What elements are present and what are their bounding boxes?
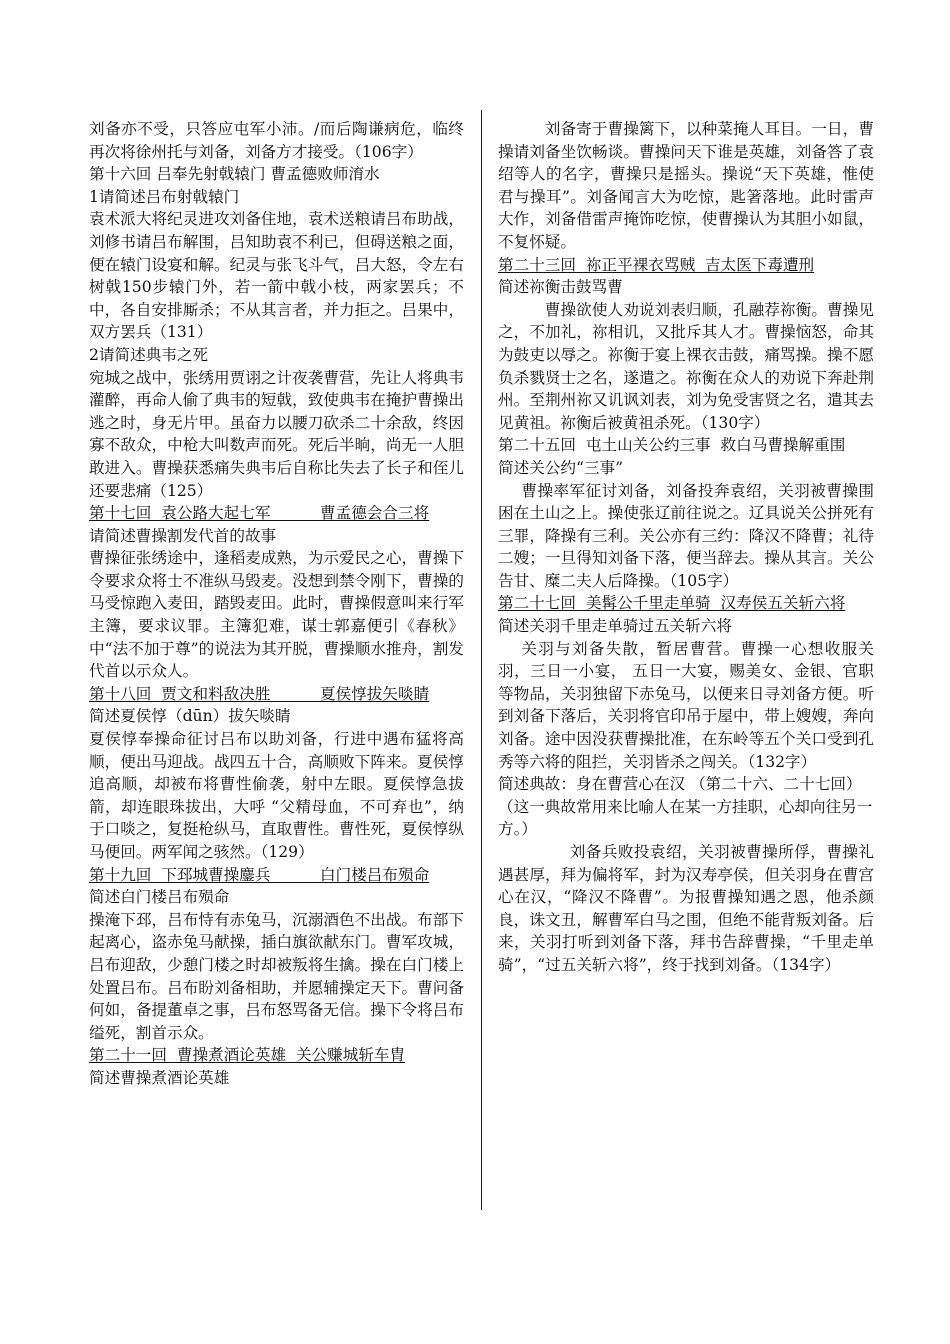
chapter-heading: 第二十一回 曹操煮酒论英雄 关公赚城斩车胄 <box>89 1046 406 1065</box>
chapter-heading: 第二十七回 美髯公千里走单骑 汉寿侯五关斩六将 <box>498 594 846 613</box>
paragraph: 操淹下邳，吕布恃有赤兔马，沉溺酒色不出战。布部下起离心，盗赤兔马献操，插白旗欲献东门。曹军攻城，吕布迎敌，少憩门楼之时却被叛将生擒。操在白门楼上处置吕布。吕布盼刘备相助，并愿辅操定天下。曹问备何如，备提董卓之事，吕布怒骂备无信。操下令将吕布缢死，割首示众。 <box>89 910 464 1042</box>
paragraph: 刘备亦不受，只答应屯军小沛。/而后陶谦病危，临终再次将徐州托与刘备，刘备方才接受。（106字） <box>89 120 464 161</box>
chapter-heading: 第二十五回 屯土山关公约三事 救白马曹操解重围 <box>498 436 846 455</box>
note: （这一典故常用来比喻人在某一方挂职，心却向往另一方。） <box>498 797 873 839</box>
paragraph: 袁术派大将纪灵进攻刘备住地，袁术送粮请吕布助战，刘修书请吕布解围，吕知助袁不利已，但碍送粮之面，便在辕门设宴和解。纪灵与张飞斗气，吕大怒，令左右树戟150步辕门外，若一箭中戟小枝，两家罢兵；不中，各自安排厮杀；不从其言者，并力拒之。吕果中，双方罢兵（131） <box>89 210 464 342</box>
paragraph: 曹操欲使人劝说刘表归顺，孔融荐祢衡。曹操见之，不加礼，祢相讥，又批斥其人才。曹操恼怒，命其为鼓吏以辱之。祢衡于宴上裸衣击鼓，痛骂操。操不愿负杀戮贤士之名，遂遣之。祢衡在众人的劝说下奔赴荆州。至荆州祢又讥讽刘表，刘为免受害贤之名，遣其去见黄祖。祢衡后被黄祖杀死。（130字） <box>498 300 874 432</box>
question-heading: 请简述曹操割发代首的故事 <box>89 526 277 545</box>
paragraph: 刘备兵败投袁绍，关羽被曹操所俘，曹操礼遇甚厚，拜为偏将军，封为汉寿亭侯，但关羽身在曹宫心在汉，“降汉不降曹”。为报曹操知遇之恩，他杀颜良，诛文丑，解曹军白马之围，但绝不能背叛刘备。后来，关羽打听到刘备下落，拜书告辞曹操，“千里走单骑”，“过五关斩六将”，终于找到刘备。（134字） <box>498 843 874 974</box>
question-heading: 2请简述典韦之死 <box>89 345 209 364</box>
question-heading: 简述曹操煮酒论英雄 <box>89 1068 230 1087</box>
paragraph: 刘备寄于曹操篱下，以种菜掩人耳目。一日，曹操请刘备坐饮畅谈。曹操问天下谁是英雄，刘备答了袁绍等人的名字，曹操只是摇头。操说“天下英雄，惟使君与操耳”。刘备闻言大为吃惊，匙箸落地。此时雷声大作，刘备借雷声掩饰吃惊，使曹操认为其胆小如鼠，不复怀疑。 <box>498 120 874 251</box>
chapter-heading: 第二十三回 祢正平裸衣骂贼 吉太医下毒遭刑 <box>498 255 815 274</box>
chapter-heading: 第十九回 下邳城曹操鏖兵 白门楼吕布殒命 <box>89 865 430 884</box>
paragraph: 曹操征张绣途中，逢稻麦成熟，为示爱民之心，曹操下令要求众将士不准纵马毁麦。没想到禁令刚下，曹操的马受惊跑入麦田，踏毁麦田。此时，曹操假意叫来行军主簿，要求议罪。主簿犯难，谋士郭嘉便引《春秋》中“法不加于尊”的说法为其开脱，曹操顺水推舟，割发代首以示众人。 <box>89 549 464 681</box>
column-divider <box>481 110 482 1210</box>
question-heading: 简述祢衡击鼓骂曹 <box>498 278 623 297</box>
chapter-heading: 第十八回 贾文和料敌决胜 夏侯惇拔矢啖睛 <box>89 684 430 703</box>
question-heading: 简述关羽千里走单骑过五关斩六将 <box>498 617 732 636</box>
question-heading: 1请简述吕布射戟辕门 <box>89 187 240 206</box>
right-column <box>498 118 874 977</box>
paragraph: 关羽与刘备失散，暂居曹营。曹操一心想收服关羽，三日一小宴， 五日一大宴，赐美女、金银、官职等物品，关羽独留下赤兔马，以便来日寻刘备方便。听到刘备下落后，关羽将官印吊于屋中，带上嫂嫂，奔向刘备。途中因没获曹操批准，在东岭等五个关口受到孔秀等六将的阻拦，关羽皆杀之闯关。（132字） <box>498 639 874 771</box>
question-heading: 简述白门楼吕布殒命 <box>89 888 230 907</box>
question-heading: 简述典故：身在曹营心在汉 （第二十六、二十七回） <box>498 775 862 794</box>
paragraph: 宛城之战中，张绣用贾诩之计夜袭曹营，先让人将典韦灌醉，再命人偷了典韦的短戟，致使典韦在掩护曹操出逃之时，身无片甲。虽奋力以腰刀砍杀二十余敌，终因寡不敌众，中枪大叫数声而死。死后半晌，尚无一人胆敢进入。曹操获悉痛失典韦后自称比失去了长子和侄儿还要悲痛（125） <box>89 368 464 500</box>
paragraph: 曹操率军征讨刘备，刘备投奔袁绍，关羽被曹操围困在土山之上。操使张辽前往说之。辽具说关公拼死有三罪，降操有三利。关公亦有三约：降汉不降曹；礼待二嫂；一旦得知刘备下落，便当辞去。操从其言。关公告甘、糜二夫人后降操。（105字） <box>498 481 874 590</box>
chapter-heading: 第十六回 吕奉先射戟辕门 曹孟德败师淯水 <box>89 165 380 184</box>
left-column <box>89 118 464 1090</box>
paragraph: 夏侯惇奉操命征讨吕布以助刘备，行进中遇布猛将高顺，便出马迎战。战四五十合，高顺败下阵来。夏侯惇追高顺，却被布将曹性偷袭，射中左眼。夏侯惇急拔箭，却连眼珠拔出，大呼 “父精母血，不可弃也”，纳于口啖之，复挺枪纵马，直取曹性。曹性死，夏侯惇纵马便回。两军闻之骇然。（129） <box>89 730 464 861</box>
chapter-heading: 第十七回 袁公路大起七军 曹孟德会合三将 <box>89 504 430 523</box>
question-heading: 简述关公约“三事” <box>498 458 624 477</box>
question-heading: 简述夏侯惇（dūn）拔矢啖睛 <box>89 707 291 726</box>
